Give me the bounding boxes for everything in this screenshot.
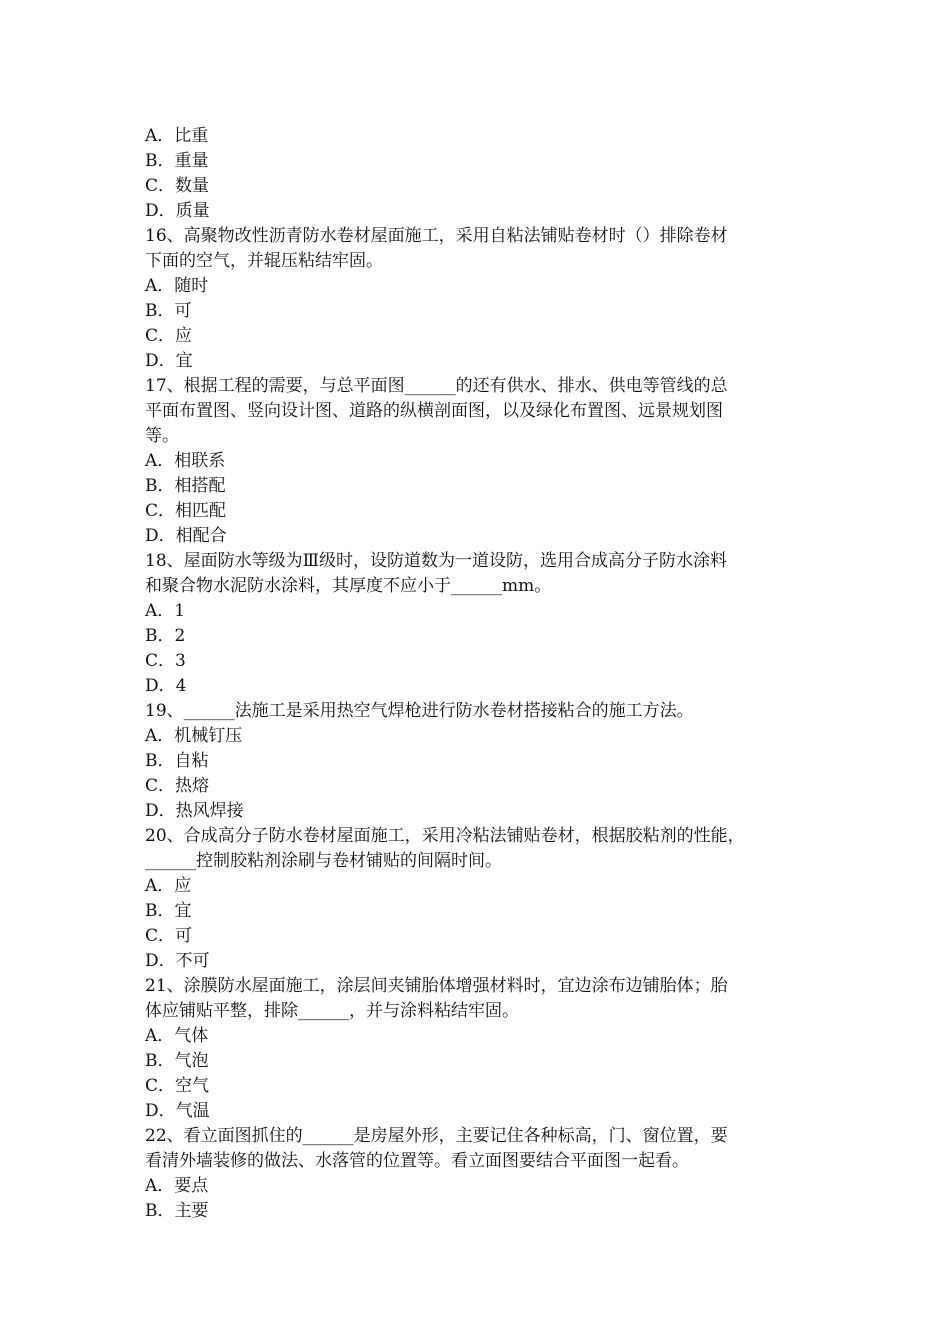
option-b-q19: B．自粘	[145, 751, 209, 771]
option-a-q20: A．应	[145, 876, 192, 896]
question-17-line-2: 平面布置图、竖向设计图、道路的纵横剖面图，以及绿化布置图、远景规划图	[145, 401, 723, 421]
question-20-line-2: ______控制胶粘剂涂刷与卷材铺贴的间隔时间。	[145, 851, 502, 871]
option-b-q17: B．相搭配	[145, 476, 226, 496]
option-c-q19: C．热熔	[145, 776, 210, 796]
question-17-line-1: 17、根据工程的需要，与总平面图______的还有供水、排水、供电等管线的总	[145, 376, 728, 396]
option-b-q15: B．重量	[145, 151, 209, 171]
option-c-q17: C．相匹配	[145, 501, 227, 521]
option-a-q17: A．相联系	[145, 451, 226, 471]
option-c-q15: C．数量	[145, 176, 210, 196]
option-d-q19: D．热风焊接	[145, 801, 244, 821]
option-d-q18: D．4	[145, 676, 187, 696]
option-d-q15: D．质量	[145, 201, 210, 221]
question-16-line-1: 16、高聚物改性沥青防水卷材屋面施工，采用自粘法铺贴卷材时（）排除卷材	[145, 226, 728, 246]
question-19-line-1: 19、______法施工是采用热空气焊枪进行防水卷材搭接粘合的施工方法。	[145, 701, 694, 721]
option-a-q19: A．机械钉压	[145, 726, 243, 746]
question-22-line-1: 22、看立面图抓住的______是房屋外形，主要记住各种标高，门、窗位置，要	[145, 1126, 728, 1146]
option-a-q18: A．1	[145, 601, 186, 621]
option-b-q20: B．宜	[145, 901, 192, 921]
option-d-q17: D．相配合	[145, 526, 227, 546]
question-22-line-2: 看清外墙装修的做法、水落管的位置等。看立面图要结合平面图一起看。	[145, 1151, 689, 1171]
option-b-q16: B．可	[145, 301, 192, 321]
option-b-q22: B．主要	[145, 1201, 209, 1221]
option-c-q20: C．可	[145, 926, 193, 946]
option-b-q21: B．气泡	[145, 1051, 209, 1071]
option-a-q16: A．随时	[145, 276, 209, 296]
question-20-line-1: 20、合成高分子防水卷材屋面施工，采用冷粘法铺贴卷材，根据胶粘剂的性能，	[145, 826, 745, 846]
option-d-q16: D．宜	[145, 351, 193, 371]
option-c-q16: C．应	[145, 326, 193, 346]
option-a-q22: A．要点	[145, 1176, 209, 1196]
option-c-q21: C．空气	[145, 1076, 210, 1096]
question-text-body	[145, 124, 825, 1224]
question-18-line-1: 18、屋面防水等级为Ⅲ级时，设防道数为一道设防，选用合成高分子防水涂料	[145, 551, 728, 571]
option-d-q20: D．不可	[145, 951, 210, 971]
question-18-line-2: 和聚合物水泥防水涂料，其厚度不应小于______mm。	[145, 576, 552, 596]
question-21-line-2: 体应铺贴平整，排除______，并与涂料粘结牢固。	[145, 1001, 519, 1021]
question-21-line-1: 21、涂膜防水屋面施工，涂层间夹铺胎体增强材料时，宜边涂布边铺胎体；胎	[145, 976, 728, 996]
option-c-q18: C．3	[145, 651, 186, 671]
question-17-line-3: 等。	[145, 426, 179, 446]
option-b-q18: B．2	[145, 626, 186, 646]
option-d-q21: D．气温	[145, 1101, 210, 1121]
option-a-q15: A．比重	[145, 126, 209, 146]
question-16-line-2: 下面的空气，并辊压粘结牢固。	[145, 251, 383, 271]
option-a-q21: A．气体	[145, 1026, 209, 1046]
